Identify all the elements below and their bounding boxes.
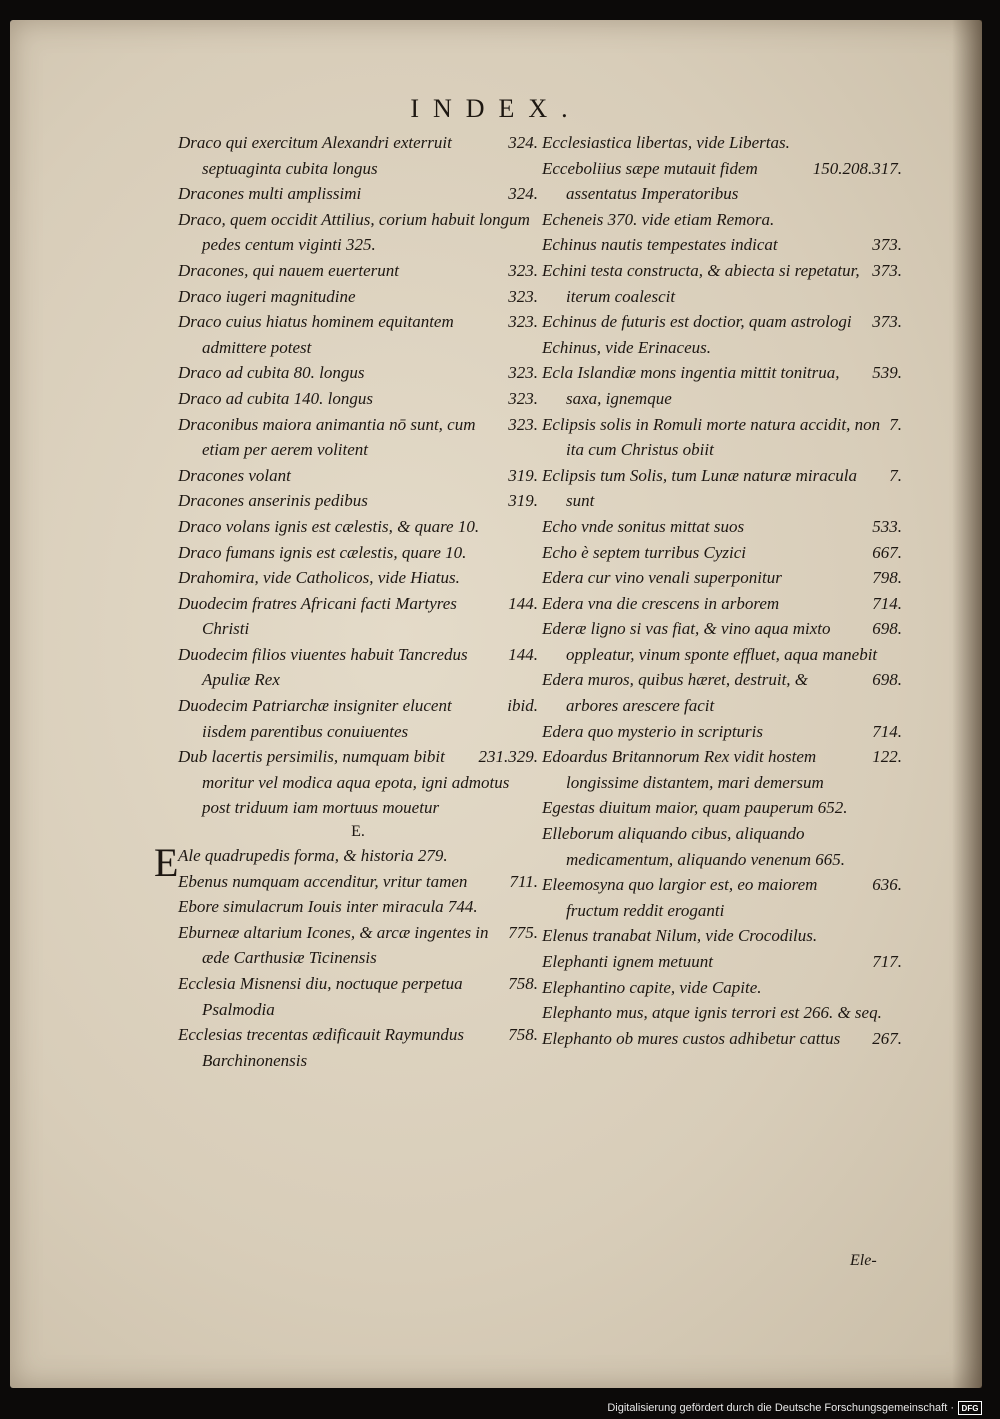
section-letter: E. [351,823,365,841]
entry-text: Edera vna die crescens in arborem [542,593,780,613]
index-entry [542,975,902,1001]
entry-text: Eleemosyna quo largior est, eo maiorem fructum reddit eroganti [542,875,818,920]
entry-text: Eburneæ altarium Icones, & arcæ ingentes in æde Carthusiæ Ticinensis [178,922,489,968]
entry-text: Dracones, qui nauem euerterunt [178,260,399,280]
page-header: INDEX. [410,94,582,123]
index-entry [542,719,902,745]
index-entry [178,360,538,386]
index-entry [542,949,902,975]
entry-text: Ecla Islandiæ mons ingentia mittit tonitrua, saxa, ignemque [542,363,840,408]
entry-page-ref: 319. [508,491,538,511]
index-entry [542,335,902,361]
index-entry [178,1022,538,1073]
index-entry [542,130,902,156]
entry-page-ref: 667. [872,542,902,562]
entry-text: Ecceboliius sæpe mutauit fidem assentatus Imperatoribus [542,158,758,204]
catchword: Ele- [850,1252,877,1269]
index-entry [178,565,538,591]
entry-page-ref: 373. [872,260,902,280]
entry-page-ref: 231.329. [478,747,538,767]
entry-text: Duodecim filios viuentes habuit Tancredus Apuliæ Rex [178,644,468,690]
index-entry [542,514,902,540]
entry-page-ref: 373. [872,235,902,255]
entry-text: Elenus tranabat Nilum, vide Crocodilus. [542,926,818,946]
index-entry [542,667,902,718]
entry-text: Eclipsis tum Solis, tum Lunæ naturæ miracula sunt [542,465,857,511]
entry-text: Elleborum aliquando cibus, aliquando medicamentum, aliquando venenum 665. [542,824,846,869]
entry-page-ref: 758. [508,1025,538,1045]
index-entry [542,258,902,309]
index-entry [178,894,538,920]
index-entries-d [178,130,538,821]
index-entries-right [542,130,902,1051]
index-entry [542,1026,902,1052]
dfg-logo-icon: DFG [958,1401,982,1415]
entry-text: Ederæ ligno si vas fiat, & vino aqua mixto oppleatur, vinum sponte effluet, aqua manebit [542,619,878,664]
entry-text: Ale quadrupedis forma, & historia 279. [178,846,448,866]
entry-page-ref: 373. [872,312,902,332]
entry-page-ref: 798. [872,568,902,588]
entry-text: Edera cur vino venali superponitur [542,568,782,588]
entry-page-ref: 775. [508,922,538,942]
entry-page-ref: 698. [872,619,902,639]
index-entry [542,744,902,795]
entry-text: Dracones multi amplissimi [178,184,362,204]
index-entry [542,616,902,667]
index-entry [178,130,538,181]
entry-page-ref: 150.208.317. [812,158,902,178]
entry-page-ref: 122. [872,747,902,767]
index-entry [542,207,902,233]
entry-text: Echinus, vide Erinaceus. [542,337,712,357]
entry-page-ref: 323. [508,286,538,306]
entry-text: Ecclesiastica libertas, vide Libertas. [542,133,790,152]
entry-page-ref: 323. [508,363,538,383]
index-entry [178,744,538,821]
entry-page-ref: 539. [872,363,902,383]
entry-text: Echinus nautis tempestates indicat [542,235,778,255]
index-entry [542,1000,902,1026]
entry-text: Egestas diuitum maior, quam pauperum 652. [542,798,848,818]
index-entry [542,232,902,258]
index-entry [542,463,902,514]
entry-page-ref: 144. [508,593,538,613]
index-entry [178,463,538,489]
entry-text: Dracones volant [178,465,291,485]
entry-text: Draco qui exercitum Alexandri exterruit septuaginta cubita longus [178,133,452,178]
entry-text: Duodecim fratres Africani facti Martyres Christi [178,593,457,639]
entry-page-ref: 323. [508,260,538,280]
entry-page-ref: 323. [508,414,538,434]
entry-page-ref: 714. [872,721,902,741]
index-entry [178,258,538,284]
entry-text: Elephanto ob mures custos adhibetur cattus [542,1028,841,1048]
index-entry [542,591,902,617]
entry-text: Draco volans ignis est cælestis, & quare 10. [178,516,480,536]
left-column [154,130,538,1073]
index-entry [542,309,902,335]
entry-text: Dub lacertis persimilis, numquam bibit moritur vel modica aqua epota, igni admotus post triduum iam mortuus mouetur [178,747,510,818]
entry-page-ref: ibid. [507,696,538,716]
entry-text: Draco, quem occidit Attilius, corium habuit longum pedes centum viginti 325. [178,209,530,255]
entry-page-ref: 324. [508,184,538,204]
entry-page-ref: 636. [872,875,902,895]
page-gutter-shadow [952,20,982,1388]
index-entry [178,920,538,971]
index-entry [542,923,902,949]
entry-text: Draco cuius hiatus hominem equitantem admittere potest [178,312,454,357]
entry-page-ref: 758. [508,974,538,993]
entry-page-ref: 324. [508,133,538,152]
entry-text: Echo vnde sonitus mittat suos [542,516,745,536]
index-entry [178,591,538,642]
entry-text: Edera muros, quibus hæret, destruit, & arbores arescere facit [542,670,809,716]
index-entry [178,971,538,1022]
index-entry [178,540,538,566]
entry-page-ref: 323. [508,312,538,332]
entry-text: Ecclesia Misnensi diu, noctuque perpetua Psalmodia [178,974,463,1019]
entry-page-ref: 711. [509,871,538,891]
footer-text: Digitalisierung gefördert durch die Deutsche Forschungsgemeinschaft · [607,1402,954,1414]
index-entry [178,412,538,463]
index-entry [542,821,902,872]
entry-text: Echini testa constructa, & abiecta si repetatur, iterum coalescit [542,260,860,306]
entry-page-ref: 144. [508,644,538,664]
entry-page-ref: 323. [508,388,538,408]
index-entries-e [154,840,538,1073]
entry-text: Draco fumans ignis est cælestis, quare 10. [178,542,467,562]
entry-page-ref: 714. [872,593,902,613]
entry-text: Dracones anserinis pedibus [178,491,368,511]
index-entry [542,565,902,591]
entry-page-ref: 319. [508,465,538,485]
entry-page-ref: 698. [872,670,902,690]
index-entry [178,181,538,207]
entry-text: Draco ad cubita 80. longus [178,363,365,383]
entry-text: Elephanti ignem metuunt [542,952,713,971]
index-entry [542,872,902,923]
entry-text: Ecclesias trecentas ædificauit Raymundus Barchinonensis [178,1025,464,1070]
entry-text: Edera quo mysterio in scripturis [542,721,763,741]
index-entry [542,156,902,207]
entry-text: Draconibus maiora animantia nō sunt, cum etiam per aerem volitent [178,414,476,460]
entry-text: Echinus de futuris est doctior, quam astrologi [542,312,852,332]
index-entry [178,869,538,895]
entry-text: Ebenus numquam accenditur, vritur tamen [178,871,468,891]
entry-text: Edoardus Britannorum Rex vidit hostem longissime distantem, mari demersum [542,747,824,792]
entry-page-ref: 267. [872,1028,902,1048]
right-column [542,130,902,1051]
index-entry [542,795,902,821]
entry-text: Elephantino capite, vide Capite. [542,977,762,997]
index-entry [542,412,902,463]
index-entry [542,360,902,411]
entry-text: Echo è septem turribus Cyzici [542,542,746,562]
digitization-footer [607,1401,982,1415]
entry-text: Duodecim Patriarchæ insigniter elucent iisdem parentibus conuiuentes [178,696,452,741]
index-entry [178,284,538,310]
index-entry [542,540,902,566]
entry-page-ref: 717. [872,952,902,971]
entry-text: Draco iugeri magnitudine [178,286,356,306]
index-entry [178,488,538,514]
entry-text: Echeneis 370. vide etiam Remora. [542,209,775,229]
entry-page-ref: 7. [889,465,902,485]
entry-text: Ebore simulacrum Iouis inter miracula 744. [178,897,478,917]
index-entry [178,642,538,693]
index-entry [178,693,538,744]
entry-page-ref: 7. [889,414,902,434]
entry-text: Eclipsis solis in Romuli morte natura accidit, non ita cum Christus obiit [542,414,881,460]
entry-page-ref: 533. [872,516,902,536]
index-entry [178,514,538,540]
index-entry [178,207,538,258]
entry-text: Drahomira, vide Catholicos, vide Hiatus. [178,568,460,588]
index-entry [178,309,538,360]
book-page [10,20,982,1388]
entry-text: Draco ad cubita 140. longus [178,388,374,408]
entry-text: Elephanto mus, atque ignis terrori est 266. & seq. [542,1003,882,1023]
index-entry [178,386,538,412]
